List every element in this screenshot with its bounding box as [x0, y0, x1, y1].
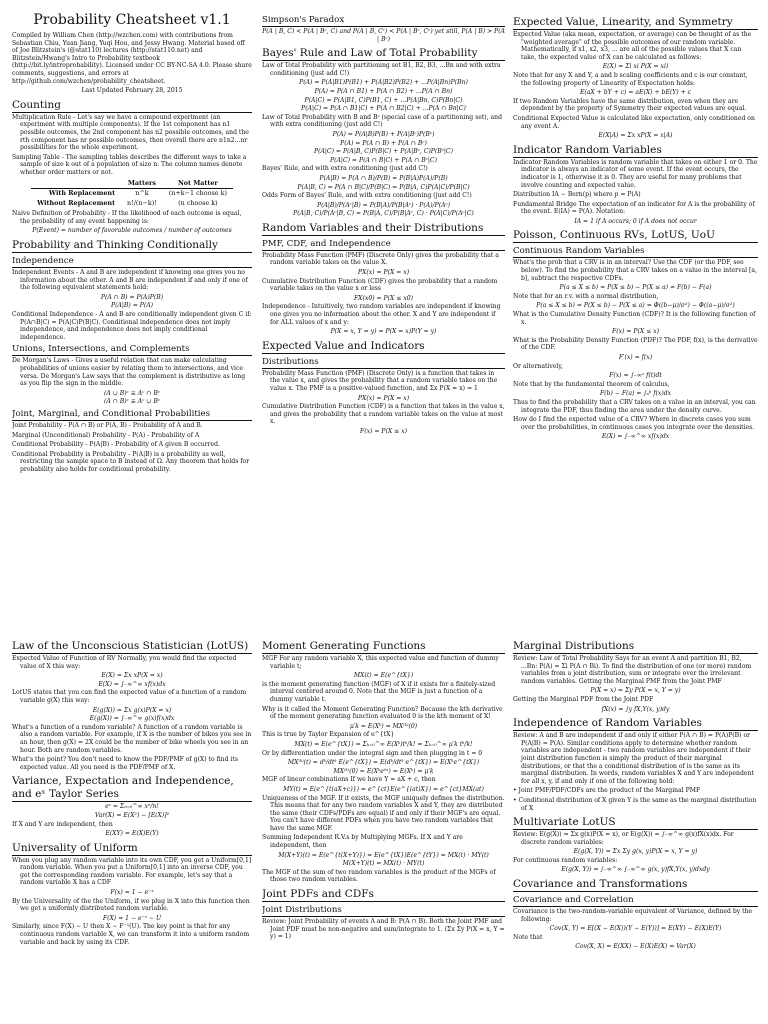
table-cell: (n+k−1 choose k)	[168, 189, 227, 198]
equation: E(g(X, Y)) = Σx Σy g(x, y)P(X = x, Y = y)	[573, 848, 698, 856]
equation: E(X) = Σx xP(X = x)	[101, 672, 163, 680]
differentiation-note: Or by differentiation under the integral sign and then plugging in t = 0	[262, 749, 483, 757]
equation: P(X = x) = Σy P(X = x, Y = y)	[590, 687, 681, 695]
independence-rv-text: Review: A and B are independent if and only if either P(A ∩ B) = P(A)P(B) or P(A|B) = P(A). Similar conditions apply to determine whether random variables are independent - two random variables are independent if their joint distribution function is simply the product of their marginal distributions, or that the a conditional distribution of is the same as its marginal distribution. In words, random variables X and Y are independent for all x, y, if and only if one of the following hold:	[513, 732, 754, 785]
equation: F(x) = ∫₋∞ˣ f(t)dt	[609, 372, 662, 380]
equation: PX(x) = P(X = x)	[357, 269, 410, 277]
alternative-note: Or alternatively,	[513, 362, 563, 370]
equation: P(A|B) = P(A)	[110, 302, 154, 310]
pdf-question: What is the Probability Density Function (PDF)? The PDF, f(x), is the derivative of the CDF.	[513, 336, 758, 352]
lotus-statement: LotUS states that you can find the expected value of a function of a random variable g(X) this way:	[12, 689, 247, 704]
equation: F(x) = P(X ≤ x)	[359, 427, 407, 435]
last-updated: Last Updated February 28, 2015	[81, 87, 183, 95]
covariance-text: Covariance is the two-random-variable equivalent of Variance, defined by the following:	[513, 908, 753, 923]
taylor-note: This is true by Taylor Expansion of e^{tX}	[262, 731, 395, 739]
equation: FX(x0) = P(X ≤ x0)	[353, 294, 414, 302]
crv-interval: What's the prob that a CRV is in an interval? Use the CDF (or the PDF, see below). To find the probability that a CRV takes on a value in the interval [a, b], subtract the respective CDFs.	[513, 259, 757, 282]
mlotus-text: Review: E(g(X)) = Σx g(x)P(X = x), or E(g(X)) = ∫₋∞^∞ g(x)fX(x)dx. For discrete random variables:	[513, 831, 734, 846]
section-ev-linearity: Expected Value, Linearity, and Symmetry	[513, 16, 758, 30]
uou-statement: By the Universality of the the Uniform, if we plug in X into this function then we get a uniformly distributed random variable.	[12, 897, 250, 913]
independence-rv: Independence - Intuitively, two random variables are independent if knowing one gives you no information about the other. X and Y are independent if for ALL values of x and y:	[262, 303, 501, 326]
equation: Cov(X, Y) = E[(X − E(X))(Y − E(Y))] = E(XY) − E(X)E(Y)	[549, 925, 722, 933]
independent-events: Independent Events - A and B are independent if knowing one gives you no information about the other. A and B are independent if and only if one of the following equivalent statements hold:	[12, 269, 248, 292]
bullet-item: • Joint PMF/PDF/CDFs are the product of the Marginal PMF	[513, 787, 701, 795]
equation: E(g(X)) = ∫₋∞^∞ g(x)f(x)dx	[89, 715, 175, 723]
equation: P(a ≤ X ≤ b) = P(X ≤ b) − P(X ≤ a) = Φ((b−μ)/σ²) − Φ((a−μ)/σ²)	[536, 302, 735, 310]
section-mgf: Moment Generating Functions	[262, 640, 505, 654]
ev-crv-question: How do I find the expected value of a CRV? Where in discrete cases you sum over the probabilities, in continuous cases you integrate over the densities.	[513, 416, 755, 431]
equation: MY(t) = E(e^{t(aX+c)}) = e^{ct}E(e^{(at)X}) = e^{ct}MX(at)	[283, 785, 484, 793]
pmf-definition-2: Probability Mass Function (PMF) (Discrete Only) is a function that takes in the value x, and gives the probability that a random variable takes on the value x. The PMF is a positive-valued function, and Σx P(X = x) = 1	[262, 369, 498, 392]
cdf-definition: Cumulative Distribution Function (CDF) gives the probability that a random variable takes on the value x or less	[262, 277, 498, 293]
naive-definition: Naive Definition of Probability - If the likelihood of each outcome is equal, the probability of any event happening is:	[12, 210, 242, 225]
equation: P(A|B) = P(A ∩ B)/P(B) = P(B|A)P(A)/P(B)	[319, 174, 448, 182]
mgf-sum-note: The MGF of the sum of two random variables is the product of the MGFs of those two random variables.	[262, 868, 496, 884]
conditional-probability: Conditional Probability - P(A|B) - Probability of A given B occurred.	[12, 441, 220, 449]
equation: M(X+Y)(t) = E(e^{t(X+Y)}) = E(e^{tX})E(e^{tY}) = MX(t) · MY(t)	[278, 851, 489, 859]
equation: Cov(X, X) = E(XX) − E(X)E(X) = Var(X)	[575, 943, 696, 951]
sampling-table	[31, 179, 233, 209]
equation: F(x) = P(X ≤ x)	[611, 328, 659, 336]
equation: P(A|B)/P(Aᶜ|B) = P(B|A)/P(B|Aᶜ) · P(A)/P(Aᶜ)	[316, 201, 451, 209]
equation: P(A) = P(A ∩ B1) + P(A ∩ B2) + ...P(A ∩ Bn)	[314, 87, 453, 95]
column-2	[262, 12, 505, 620]
equation: E(aX + bY + c) = aE(X) + bE(Y) + c	[579, 89, 692, 97]
subsection-continuous: Continuous Random Variables	[513, 246, 758, 258]
marginal-text: Review: Law of Total Probability Says for an event A and partition B1, B2, ...Bn: P(A) = Σi P(A ∩ Bi). To find the distribution of one (or more) random variables from a joint distribution, sum or integrate over the irrelevant random variables. Getting the Marginal PMF from the Joint PMF	[513, 655, 752, 685]
equation: P(A|B, C) = P(A ∩ B|C)/P(B|C) = P(B|A, C)P(A|C)/P(B|C)	[297, 183, 470, 191]
marginal-pdf-note: Getting the Marginal PDF from the Joint PDF	[513, 695, 654, 703]
equation: P(a ≤ X ≤ b) = P(X ≤ b) − P(X ≤ a) = F(b) − F(a)	[559, 284, 712, 292]
section-joint-pdf: Joint PDFs and CDFs	[262, 888, 505, 902]
section-expected-value: Expected Value and Indicators	[262, 340, 505, 354]
equation: MX(t) = E(e^{tX}) = Σₖ₌₀^∞ E(Xᵏ)tᵏ/k! = Σₖ₌₀^∞ μ′k tᵏ/k!	[294, 740, 473, 748]
subsection-joint-dist: Joint Distributions	[262, 905, 505, 917]
equation: E(g(X, Y)) = ∫₋∞^∞ ∫₋∞^∞ g(x, y)fX,Y(x, y)dxdy	[561, 866, 710, 874]
fundamental-bridge: Fundamental Bridge The expectation of an indicator for A is the probability of the event. E(IA) = P(A). Notation:	[513, 200, 755, 216]
table-header: Matters	[121, 179, 163, 189]
section-bayes: Bayes' Rule and Law of Total Probability	[262, 47, 505, 61]
section-indicator: Indicator Random Variables	[513, 144, 758, 158]
equation: P(X = x, Y = y) = P(X = x)P(Y = y)	[330, 328, 437, 336]
mgf-definition: is the moment generating function (MGF) of X if it exists for a finitely-sized interval centered around 0. Note that the MGF is just a function of a dummy variable t.	[262, 680, 496, 703]
indicator-distribution: Distribution IA ∼ Bern(p) where p = P(A)	[513, 191, 641, 199]
column-3	[513, 12, 758, 620]
marginal-probability: Marginal (Unconditional) Probability - P(A) - Probability of A	[12, 431, 200, 439]
section-independence-rv: Independence of Random Variables	[513, 717, 758, 731]
mgf-uniqueness: Uniqueness of the MGF. If it exists, the MGF uniquely defines the distribution. This means that for any two random variables X and Y, they are distributed the same (their CDFs/PDFs are equal) if and only if their MGF's are equal. You can't have different PDFs when you have two random variables that have the same MGF.	[262, 794, 505, 832]
conditional-expected-value: Conditional Expected Value is calculated like expectation, only conditioned on any event A.	[513, 114, 755, 130]
lotus-intro: Expected Value of Function of RV Normally, you would find the expected value of X this way:	[12, 655, 237, 670]
equation: M(X+Y)(t) = MX(t) · MY(t)	[342, 860, 425, 868]
equation: MX(t) = E(e^{tX})	[353, 672, 414, 680]
equation: P(A | B, C) < P(A | Bᶜ, C) and P(A | B, Cᶜ) < P(A | Bᶜ, Cᶜ) yet still, P(A | B) > P(A | Bᶜ)	[262, 28, 505, 43]
table-row-label: Without Replacement	[37, 198, 116, 207]
subsection-joint: Joint, Marginal, and Conditional Probabilities	[12, 409, 252, 421]
equation: P(A ∩ B) = P(A)P(B)	[100, 293, 164, 301]
ftc-note: Note that by the fundamental theorem of calculus,	[513, 380, 670, 388]
equation: F(X) = 1 − e⁻ˣ ∼ U	[102, 914, 162, 922]
equation: E(X|A) = Σx xP(X = x|A)	[598, 132, 673, 140]
table-row-label: With Replacement	[48, 189, 116, 198]
mgf-intro: MGF For any random variable X, this expected value and function of dummy variable t;	[262, 655, 499, 670]
equation: E(X) = ∫₋∞^∞ xf(x)dx	[98, 680, 166, 688]
indicator-rv: Indicator Random Variables is random variable that takes on either 1 or 0. The indicator is always an indicator of some event. If the event occurs, the indicator is 1, otherwise it is 0. They are useful for many problems that involve counting and expected value.	[513, 158, 758, 189]
section-poisson: Poisson, Continuous RVs, LotUS, UoU	[513, 229, 758, 243]
equation: P(Event) = number of favorable outcomes / number of outcomes	[32, 227, 232, 235]
joint-probability: Joint Probability - P(A ∩ B) or P(A, B) - Probability of A and B.	[12, 421, 203, 429]
bullet-item: • Conditional distribution of X given Y is the same as the marginal distribution of X	[513, 796, 757, 812]
uou-intro: When you plug any random variable into its own CDF, you get a Uniform[0,1] random variable. When you put a Uniform[0,1] into an inverse CDF, you get the corresponding random variable. For example, let's say that a random variable X has a CDF	[12, 856, 252, 887]
law-total-probability-2: Law of Total Probability with B and Bᶜ (special case of a partitioning set), and with extra conditioning (just add C!)	[262, 113, 503, 129]
column-5	[262, 636, 505, 1024]
section-lotus: Law of the Unconscious Statistician (LotUS)	[12, 640, 252, 654]
sampling-table-text: Sampling Table - The sampling tables describes the different ways to take a sample of size k out of a population of size n. The column names denote whether order matters or not.	[12, 153, 247, 176]
de-morgans-laws: De Morgan's Laws - Gives a useful relation that can make calculating probabilities of unions easier by relating them to intersections, and vice versa. De Morgan's Law says that the complement is distributive as long as you flip the sign in the middle.	[12, 357, 246, 388]
mgf-why: Why is it called the Moment Generating Function? Because the kth derivative of the moment generating function evaluated 0 is the kth moment of X!	[262, 705, 503, 721]
equation: μ′k = E(Xᵏ) = MX⁽ᵏ⁾(0)	[349, 722, 418, 730]
equation: F(x) = 1 − e⁻ˣ	[110, 889, 154, 897]
conditional-independence: Conditional Independence - A and B are conditionally independent given C if: P(A∩B|C) = P(A|C)P(B|C). Conditional independence does not imply independence, and independence does not imply conditional independence.	[12, 311, 252, 341]
equation: E(g(X)) = Σx g(x)P(X = x)	[92, 706, 172, 714]
equation: eˣ = Σₙ₌₀^∞ xⁿ/n!	[105, 803, 159, 811]
equation: fX(x) = ∫y fX,Y(x, y)dy	[601, 705, 670, 713]
equation: PX(x) = P(X = x)	[357, 394, 410, 402]
odds-form: Odds Form of Bayes' Rule, and with extra conditioning (just add C!)	[262, 192, 472, 200]
equation: E(X) = Σi xi P(X = xi)	[602, 63, 669, 71]
table-cell: n!/(n−k)!	[127, 198, 157, 207]
note-text: Note that	[513, 933, 543, 941]
ftc-explanation: Thus to find the probability that a CRV takes on a value in an interval, you can integrate the PDF, thus finding the area under the density curve.	[513, 398, 756, 414]
subsection-independence: Independence	[12, 256, 252, 268]
independence-note: If X and Y are independent, then	[12, 820, 113, 828]
section-variance: Variance, Expectation and Independence, and eˣ Taylor Series	[12, 775, 252, 802]
equation: P(A|C) = P(A|B1, C)P(B1, C) + ...P(A|Bn, C)P(Bn|C)	[304, 96, 463, 104]
cdf-definition-2: Cumulative Distribution Function (CDF) is a function that takes in the value x, and gives the probability that a random variable takes on the value at most x.	[262, 403, 505, 426]
equation: P(A|C) = P(A|B, C)P(B|C) + P(A|Bᶜ, C)P(Bᶜ|C)	[314, 148, 453, 156]
section-probability: Probability and Thinking Conditionally	[12, 239, 252, 253]
equation: P(A|C) = P(A ∩ B1|C) + P(A ∩ B2|C) + ...P(A ∩ Bn|C)	[301, 105, 466, 113]
table-cell: (n choose k)	[178, 198, 218, 207]
equation: IA = 1 if A occurs; 0 if A does not occur	[574, 217, 697, 225]
column-6	[513, 636, 758, 1024]
page-title: Probability Cheatsheet v1.1	[33, 12, 231, 28]
uou-inverse: Similarly, since F(X) ∼ U then X ∼ F⁻¹(U). The key point is that for any continuous random variable X, we can transform it into a uniform random variable and back by using its CDF.	[12, 923, 250, 946]
section-marginal: Marginal Distributions	[513, 640, 758, 654]
section-multivariate-lotus: Multivariate LotUS	[513, 816, 758, 830]
section-universality: Universality of Uniform	[12, 842, 252, 856]
subsection-pmf-cdf: PMF, CDF, and Independence	[262, 239, 505, 251]
equation: (A ∪ B)ᶜ ≡ Aᶜ ∩ Bᶜ	[104, 389, 160, 397]
equation: E(XY) = E(X)E(Y)	[105, 830, 159, 838]
subsection-simpson: Simpson's Paradox	[262, 15, 505, 27]
mlotus-continuous: For continuous random variables:	[513, 856, 618, 864]
conditional-is-probability: Conditional Probability is Probability - P(A|B) is a probability as well, restricting the sample space to B instead of Ω. Any theorem that holds for probability also holds for conditional probability.	[12, 450, 250, 473]
equation: (A ∩ B)ᶜ ≡ Aᶜ ∪ Bᶜ	[104, 398, 160, 406]
table-cell: n^k	[135, 189, 149, 198]
mgf-sum: Summing Independent R.V.s by Multiplying MGFs. If X and Y are independent, then	[262, 834, 463, 850]
linearity: Note that for any X and Y, a and b scaling coefficients and c is our constant, the following property of Linearity of Expectation holds:	[513, 71, 748, 87]
whats-the-point: What's the point? You don't need to know the PDF/PMF of g(X) to find its expected value. All you need is the PDF/PMF of X.	[12, 756, 238, 771]
crv-normal-note: Note that for an r.v. with a normal distribution,	[513, 292, 659, 300]
subsection-cov-corr: Covariance and Correlation	[513, 895, 758, 907]
table-header: Not Matter	[163, 179, 233, 189]
joint-dist-text: Review: Joint Probability of events A and B: P(A ∩ B). Both the Joint PMF and Joint PDF must be non-negative and sum/integrate to 1. (Σx Σy P(X = x, Y = y) = 1)	[262, 918, 505, 941]
law-total-probability: Law of Total Probability with partitioning set B1, B2, B3, ...Bn and with extra conditioning (just add C!)	[262, 62, 501, 77]
equation: MX⁽ᵏ⁾(0) = E(Xᵏe⁰ˣ) = E(Xᵏ) = μ′k	[333, 767, 434, 775]
mgf-linear: MGF of linear combinations If we have Y = aX + c, then	[262, 776, 436, 784]
section-counting: Counting	[12, 99, 252, 113]
cdf-question: What is the Cumulative Density Function (CDF)? It is the following function of x.	[513, 311, 756, 326]
bayes-rule: Bayes' Rule, and with extra conditioning (just add C!)	[262, 165, 428, 173]
intro-text: Compiled by William Chen (http://wzchen.com) with contributions from Sebastian Chiu, Yuan Jiang, Yuqi Hou, and Jessy Hwang. Material based off of Joe Blitzstein's (@stat110) lectures (http://stat110.net) and Blitzstein/Hwang's Intro to Probability textbook (http://bit.ly/introprobability). Licensed under CC BY-NC-SA 4.0. Please share comments, suggestions, and errors at http://github.com/wzchen/probability_cheatsheet.	[12, 32, 252, 85]
multiplication-rule: Multiplication Rule - Let's say we have a compound experiment (an experiment with multiple components). If the 1st component has n1 possible outcomes, the 2nd component has n2 possible outcomes, and the rth component has nr possible outcomes, then overall there are n1n2...nr possibilities for the whole experiment.	[12, 113, 249, 152]
section-covariance: Covariance and Transformations	[513, 878, 758, 892]
column-4	[12, 636, 252, 1024]
equation: P(A|C) = P(A ∩ B|C) + P(A ∩ Bᶜ|C)	[330, 156, 437, 164]
equation: P(A) = P(A|B1)P(B1) + P(A|B2)P(B2) + ...P(A|Bn)P(Bn)	[299, 79, 468, 87]
section-random-variables: Random Variables and their Distributions	[262, 222, 505, 236]
equation: P(A|B, C)/P(Aᶜ|B, C) = P(B|A, C)/P(B|Aᶜ, C) · P(A|C)/P(Aᶜ|C)	[293, 210, 474, 218]
column-1	[12, 12, 252, 620]
equation: F′(x) = f(x)	[618, 354, 653, 361]
pmf-definition: Probability Mass Function (PMF) (Discrete Only) gives the probability that a random variable takes on the value X.	[262, 251, 499, 267]
subsection-unions: Unions, Intersections, and Complements	[12, 344, 252, 356]
equation: P(A) = P(A ∩ B) + P(A ∩ Bᶜ)	[340, 139, 427, 147]
equation: E(X) = ∫₋∞^∞ xf(x)dx	[601, 433, 670, 441]
symmetry: If two Random Variables have the same distribution, even when they are dependent by the property of Symmetry their expected values are equal.	[513, 97, 747, 113]
subsection-distributions: Distributions	[262, 357, 505, 369]
equation: Var(X) = E(X²) − [E(X)]²	[94, 811, 170, 819]
expected-value: Expected Value (aka mean, expectation, or average) can be thought of as the "weighted average" of the possible outcomes of our random variable. Mathematically, if x1, x2, x3, ... are all of the possible values that X can take, the expected value of X can be calculated as follows:	[513, 31, 752, 61]
function-of-rv: What's a function of a random variable? A function of a random variable is also a random variable. For example, if X is the number of bikes you see in an hour, then g(X) = 2X could be the number of bike wheels you see in an hour. Both are random variables.	[12, 723, 252, 754]
equation: F(b) − F(a) = ∫ₐᵇ f(x)dx	[599, 390, 672, 398]
equation: P(A) = P(A|B)P(B) + P(A|Bᶜ)P(Bᶜ)	[332, 130, 435, 138]
equation: MX⁽ᵏ⁾(t) = dᵏ/dtᵏ E(e^{tX}) = E(dᵏ/dtᵏ e^{tX}) = E(Xᵏe^{tX})	[287, 759, 480, 767]
